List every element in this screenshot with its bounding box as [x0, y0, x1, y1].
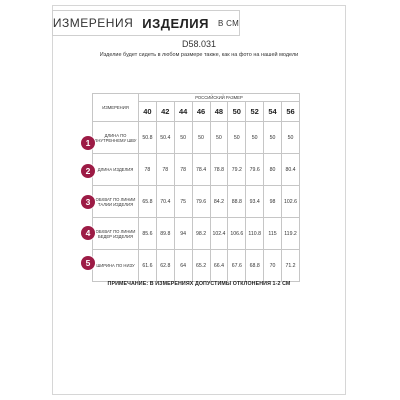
measurement-value: 50 [174, 122, 192, 154]
measurement-value: 67.6 [228, 250, 246, 282]
measurement-value: 110.8 [246, 218, 264, 250]
row-number-badge: 4 [81, 226, 95, 240]
measurement-value: 62.8 [156, 250, 174, 282]
size-header-cell: 54 [264, 102, 282, 122]
measurement-value: 78 [174, 154, 192, 186]
measurement-value: 50 [246, 122, 264, 154]
measurement-value: 78.4 [192, 154, 210, 186]
measurement-value: 79.2 [228, 154, 246, 186]
measurement-label: ДЛИНА ПО ВНУТРЕННЕМУ ШВУ [93, 122, 139, 154]
measurement-value: 50 [228, 122, 246, 154]
size-header-cell: 42 [156, 102, 174, 122]
size-header-cell: 56 [282, 102, 300, 122]
measurement-value: 93.4 [246, 186, 264, 218]
size-header-cell: 44 [174, 102, 192, 122]
measurement-value: 65.8 [139, 186, 157, 218]
measurement-value: 50 [264, 122, 282, 154]
size-header-cell: 46 [192, 102, 210, 122]
measurement-value: 89.8 [156, 218, 174, 250]
row-number-badge: 3 [81, 195, 95, 209]
measurement-value: 70.4 [156, 186, 174, 218]
measurement-value: 50.8 [139, 122, 157, 154]
table-row [93, 186, 300, 218]
measurement-value: 80 [264, 154, 282, 186]
measurement-label: ШИРИНА ПО НИЗУ [93, 250, 139, 282]
measurement-label: ОБХВАТ ПО ЛИНИИ ТАЛИИ ИЗДЕЛИЯ [93, 186, 139, 218]
table-row [93, 154, 300, 186]
measurement-value: 102.4 [210, 218, 228, 250]
measurement-value: 79.6 [192, 186, 210, 218]
page-title [52, 10, 240, 36]
fit-note: Изделие будет сидеть в любом размере также, как на фото на нашей модели [99, 52, 299, 58]
measurement-value: 78 [139, 154, 157, 186]
measurement-value: 85.6 [139, 218, 157, 250]
table-row [93, 122, 300, 154]
size-group-label: РОССИЙСКИЙ РАЗМЕР [139, 94, 300, 102]
measurement-value: 71.2 [282, 250, 300, 282]
table-row [93, 218, 300, 250]
title-unit: В СМ [217, 18, 240, 28]
row-number-badge: 1 [81, 136, 95, 150]
measurement-value: 75 [174, 186, 192, 218]
measurement-value: 78.8 [210, 154, 228, 186]
measurement-value: 50.4 [156, 122, 174, 154]
measurement-value: 80.4 [282, 154, 300, 186]
measurement-value: 65.2 [192, 250, 210, 282]
measurement-value: 94 [174, 218, 192, 250]
measurement-value: 98 [264, 186, 282, 218]
measurement-value: 98.2 [192, 218, 210, 250]
measurement-value: 50 [210, 122, 228, 154]
title-part-product: ИЗДЕЛИЯ [142, 15, 209, 31]
measurement-value: 78 [156, 154, 174, 186]
measurement-value: 66.4 [210, 250, 228, 282]
measurement-value: 50 [192, 122, 210, 154]
size-table [92, 93, 300, 282]
measurement-value: 64 [174, 250, 192, 282]
tolerance-remark: ПРИМЕЧАНИЕ: В ИЗМЕРЕНИЯХ ДОПУСТИМЫ ОТКЛОНЕНИЯ 1-2 СМ [107, 281, 291, 287]
measurement-value: 115 [264, 218, 282, 250]
measurement-value: 119.2 [282, 218, 300, 250]
table-row [93, 250, 300, 282]
size-header-cell: 52 [246, 102, 264, 122]
measurement-label: ОБХВАТ ПО ЛИНИИ БЕДЕР ИЗДЕЛИЯ [93, 218, 139, 250]
measurement-value: 79.6 [246, 154, 264, 186]
size-header-cell: 48 [210, 102, 228, 122]
measurement-value: 102.6 [282, 186, 300, 218]
title-part-measurements: ИЗМЕРЕНИЯ [52, 16, 134, 30]
article-number: D58.031 [181, 39, 217, 49]
table-header-row [93, 94, 300, 102]
measurement-value: 84.2 [210, 186, 228, 218]
measurement-value: 50 [282, 122, 300, 154]
size-header-cell: 40 [139, 102, 157, 122]
size-header-cell: 50 [228, 102, 246, 122]
row-number-badge: 2 [81, 164, 95, 178]
row-number-badge: 5 [81, 256, 95, 270]
measurement-value: 106.6 [228, 218, 246, 250]
measurement-label: ДЛИНА ИЗДЕЛИЯ [93, 154, 139, 186]
row-header-label: ИЗМЕРЕНИЯ [93, 94, 139, 122]
measurement-value: 61.6 [139, 250, 157, 282]
measurement-value: 70 [264, 250, 282, 282]
measurement-value: 68.8 [246, 250, 264, 282]
measurement-value: 88.8 [228, 186, 246, 218]
